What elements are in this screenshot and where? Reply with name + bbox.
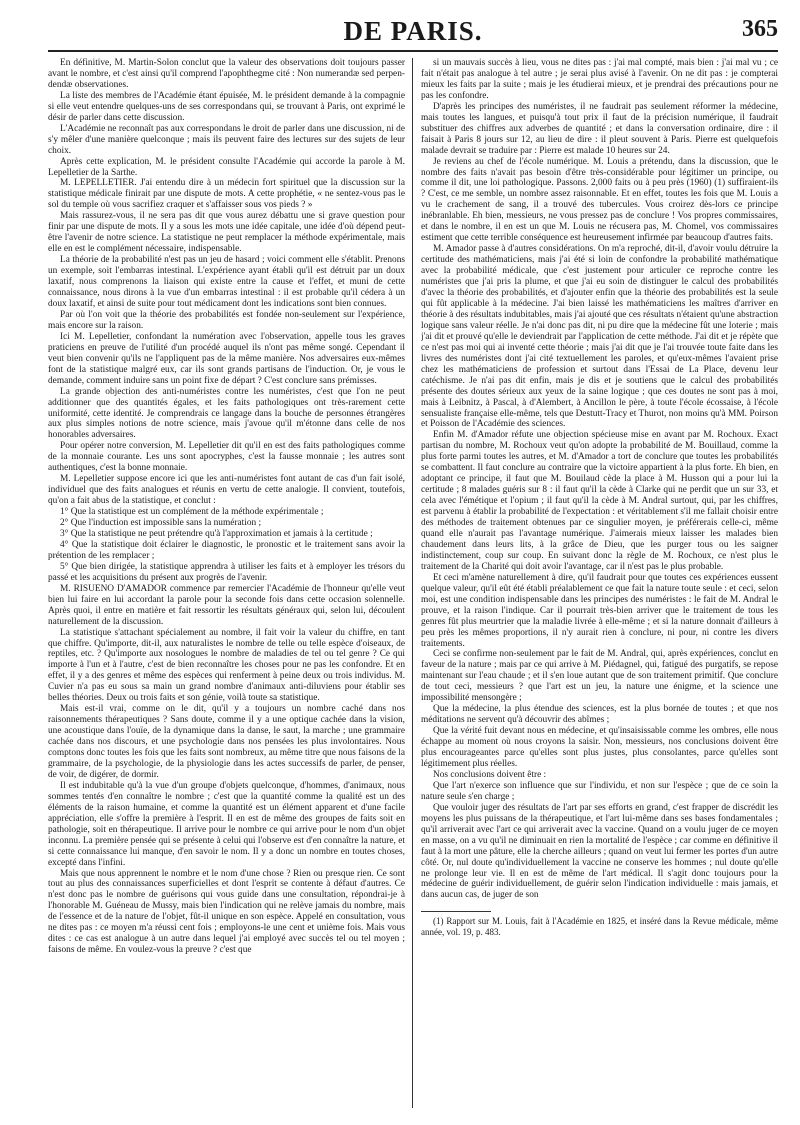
paragraph: Pour opérer notre conversion, M. Lepelletier dit qu'il en est des faits pathologiques comme de la monnaie courante. Les uns sont apocryphes, c'est la fausse monnaie ; les autres sont authentiques, c'est la bonne monnaie. — [48, 441, 405, 474]
paragraph: si un mauvais succès à lieu, vous ne dites pas : j'ai mal compté, mais bien : j'ai mal vu ; ce fait n'était pas analogue à tel autre ; je serai plus avisé à l'avenir. On ne dit pas : je compterai mieux les faits par la suite ; mais je les étudierai mieux, et je prendrai des précautions pour ne pas les confondre. — [421, 58, 778, 101]
page-number: 365 — [742, 16, 778, 42]
footnote-divider — [421, 911, 491, 912]
paragraph: En définitive, M. Martin-Solon conclut que la valeur des observations doit toujours passer avant le nombre, et c'est ainsi qu'il comprend l'apophthegme cité : Non numerandæ sed perpen-dendæ observationes. — [48, 58, 405, 90]
columns — [48, 58, 778, 1114]
paragraph: Que vouloir juger des résultats de l'art par ses efforts en grand, c'est frapper de discrédit les moyens les plus puissans de la thérapeutique, et l'art lui-même dans ses bases fondamentales ; qu'il arriverait avec l'art ce qui arriverait avec la vaccine. Quand on a voulu juger de ce moyen en masse, on a vu qu'il ne diminuait en rien la mortalité de l'espèce ; car comme en définitive il faut à la mort une pâture, elle la cherche ailleurs ; quand on veut lui fermer les portes d'un autre côté. Or, nul doute qu'individuellement la vaccine ne conserve les hommes ; nul doute qu'elle ne prolonge leur vie. Il en est de même de l'art médical. Il s'agit donc toujours pour la médecine de guérir individuellement, de guérir selon l'indication individuelle : mais jamais, et dans aucun cas, de juger de son — [421, 802, 778, 901]
left-column — [48, 58, 405, 1114]
paragraph: Ceci se confirme non-seulement par le fait de M. Andral, qui, après expériences, conclut en faveur de la nature ; mais par ce qui arrive à M. Piédagnel, qui, fatigué des purgatifs, se repose maintenant sur l'eau chaude ; et il s'en loue autant que de son traitement primitif. Que conclure de tout ceci, messieurs ? que l'art est un jeu, la nature une énigme, et la science une impossibilité mensongère ; — [421, 649, 778, 704]
paragraph: Nos conclusions doivent être : — [433, 769, 547, 780]
column-divider — [412, 58, 413, 1108]
newspaper-page — [48, 14, 778, 1114]
paragraph: Après cette explication, M. le président consulte l'Académie qui accorde la parole à M. Lepelletier de la Sarthe. — [48, 156, 405, 178]
paragraph: Mais rassurez-vous, il ne sera pas dit que vous aurez débattu une si grave question pour finir par une dispute de mots. Il y a sous les mots une idée capitale, une idée d'où dépend peut-être l'avenir de notre science. La statistique ne peut remplacer la méthode expérimentale, mais elle en est le complément nécessaire, indispensable. — [48, 211, 405, 255]
paragraph: L'Académie ne reconnaît pas aux correspondans le droit de parler dans une discussion, ni de s'y mêler d'une manière quelconque ; mais ils peuvent faire des lectures sur des sujets de leur choix. — [48, 123, 405, 156]
page-header — [48, 14, 778, 52]
paragraph: Il est indubitable qu'à la vue d'un groupe d'objets quelconque, d'hommes, d'animaux, nous sommes tentés d'en connaître le nombre ; c'est que la quantité comme la qualité est un des éléments de la raison humaine, et comme la quantité est un élément apparent et d'une facile appréciation, elle s'offre la première à l'esprit. Il en est de même des groupes de faits soit en pathologie, soit en thérapeutique. Il arrive pour le nombre ce qui arrive pour le nom d'un objet inconnu. La première pensée qui se présente à celui qui l'observe est d'en connaître la nature, et si cette connaissance lui manque, d'en savoir le nom. Il y a donc un nombre en toutes choses, excepté dans l'infini. — [48, 780, 405, 868]
paragraph: 4° Que la statistique doit éclairer le diagnostic, le pronostic et le traitement sans avoir la prétention de les remplacer ; — [48, 539, 405, 561]
paragraph: Et ceci m'amène naturellement à dire, qu'il faudrait pour que toutes ces expériences eussent quelque valeur, qu'il eût été établi préalablement ce que fait la nature toute seule : et ceci, selon moi, est une condition indispensable dans les principes des numéristes : le fait de M. Andral le prouve, et la raison l'indique. Car il pourrait très-bien arriver que le traitement de tous les genres fût plus meurtrier que la maladie livrée à elle-même ; et si la nature donnait d'ailleurs à peu près les mêmes proportions, il n'y aurait rien à conclure, ni pour, ni contre les divers traitements. — [421, 572, 778, 649]
paragraph: La liste des membres de l'Académie étant épuisée, M. le président demande à la compagnie si elle veut entendre quelques-uns de ses correspondans qui, se trouvant à Paris, ont exprimé le désir de parler dans cette discussion. — [48, 90, 405, 123]
footnote: (1) Rapport sur M. Louis, fait à l'Académie en 1825, et inséré dans la Revue médicale, même année, vol. 19, p. 483. — [421, 916, 778, 937]
paragraph: La grande objection des anti-numéristes contre les numéristes, c'est que l'on ne peut additionner que des quantités égales, et les faits pathologiques ont très-rarement cette uniformité, cette identité. Je comprendrais ce langage dans la bouche de personnes étrangères aux plus simples notions de notre science, mais j'avoue qu'il m'étonne dans celle de nos honorables adversaires. — [48, 386, 405, 441]
paragraph: 3° Que la statistique ne peut prétendre qu'à l'approximation et jamais à la certitude ; — [60, 528, 373, 539]
paragraph: Que la vérité fuit devant nous en médecine, et qu'insaisissable comme les ombres, elle nous échappe au moment où nous croyons la saisir. Non, messieurs, nos conclusions doivent être plus encourageantes parce qu'elles sont plus justes, plus consolantes, parce qu'elles sont légitimement plus réelles. — [421, 726, 778, 769]
paragraph: 2° Que l'induction est impossible sans la numération ; — [60, 518, 262, 529]
paragraph: M. Amador passe à d'autres considérations. On m'a reproché, dit-il, d'avoir voulu détruire la certitude des mathématiciens, mais j'ai été si loin de confondre la probabilité mathématique avec la probabilité médicale, que c'est justement pour articuler ce reproche contre les numéristes que j'ai pris la plume, et que j'ai eu soin de distinguer le calcul des probabilités d'avec la théorie des probabilités, et d'ajouter enfin que la théorie des probabilités est la seule qui fût applicable à la médecine. J'ai bien laissé les mathématiciens les maîtres d'arriver en théorie à des résultats indubitables, mais j'ai ajouté que ces résultats n'étaient qu'une abstraction logique sans valeur réelle. Je n'ai donc pas dit, ni pu dire que la médecine fût une loterie ; mais j'ai dit et prouvé qu'elle le deviendrait par l'application de cette méthode. J'ai dit et je répète que ce n'est pas moi qui ai inventé cette théorie ; mais j'ai dit que je l'ai trouvée toute faite dans les livres des numéristes dont j'ai cité textuellement les paroles, et qu'eux-mêmes l'avaient prise chez les mathématiciens de profession et surtout dans l'Essai de La Place, devenu leur catéchisme. Je n'ai pas dit enfin, mais je dis et je soutiens que le calcul des probabilités présente des doutes sérieux aux yeux de la saine logique ; que ces doutes ne sont pas à moi, mais à Leibnitz, à Pascal, à d'Alembert, à Ancillon le père, à toute l'école écossaise, à l'école sensualiste française elle-même, tels que Destutt-Tracy et Thurot, non moins qu'à MM. Poirson et Poisson de l'Académie des sciences. — [421, 244, 778, 430]
page-title: DE PARIS. — [343, 16, 483, 46]
paragraph: 5° Que bien dirigée, la statistique apprendra à utiliser les faits et à employer les trésors du passé et les acquisitions du présent aux progrès de l'avenir. — [48, 561, 405, 583]
paragraph: La statistique s'attachant spécialement au nombre, il fait voir la valeur du chiffre, en tant que chiffre. Qu'importe, dit-il, aux naturalistes le nombre de telle ou telle espèce d'oiseaux, de reptiles, etc. ? Qu'importe aux nosologues le nombre de maladies de tel ou tel genre ? Ce qui importe à l'un et à l'autre, c'est de bien reconnaître les choses pour ne pas les confondre. Et en effet, il y a des genres et même des espèces qui renferment à peine deux ou trois individus. M. Cuvier n'a pas eu sous sa main un grand nombre d'animaux anti-diluviens pour établir ses belles théories. Deux ou trois faits et son génie, voilà toute sa statistique. — [48, 627, 405, 704]
paragraph: Mais est-il vrai, comme on le dit, qu'il y a toujours un nombre caché dans nos raisonnements thérapeutiques ? Sans doute, comme il y a une optique cachée dans la vision, une acoustique dans l'ouïe, de la dynamique dans la danse, le saut, la marche ; une grammaire cachée dans nos discours, et une psychologie dans nos pensées les plus involontaires. Nous comptons donc toutes les fois que les faits sont nombreux, au même titre que nous faisons de la grammaire, de la psychologie, de la physiologie dans les actes successifs de parler, de penser, de voir, de digérer, de dormir. — [48, 704, 405, 780]
paragraph: Mais que nous apprennent le nombre et le nom d'une chose ? Rien ou presque rien. Ce sont tout au plus des connaissances superficielles et dont l'esprit se contente à défaut d'autres. Ce n'est donc pas le nombre de guérisons qui vous guide dans une consultation, répondrai-je à l'honorable M. Guéneau de Mussy, mais bien l'indication qui ne relève jamais du nombre, mais de l'essence et de la nature de l'objet, fût-il unique en son espèce. Appelé en consultation, vous ne dites pas : ce moyen m'a réussi cent fois ; employons-le une cent et unième fois. Mais vous dites : ce cas est analogue à un autre dans lequel j'ai employé avec succès tel ou tel moyen ; faisons de même. En voulez-vous la preuve ? c'est que — [48, 868, 405, 956]
paragraph: Que la médecine, la plus étendue des sciences, est la plus bornée de toutes ; et que nos méditations ne servent qu'à découvrir des abîmes ; — [421, 704, 778, 726]
paragraph: M. Lepelletier suppose encore ici que les anti-numéristes font autant de cas d'un fait isolé, individuel que des faits analogues et réunis en vertu de cette analogie. Il convient, toutefois, qu'on a fait abus de la statistique, et conclut : — [48, 474, 405, 507]
paragraph: Enfin M. d'Amador réfute une objection spécieuse mise en avant par M. Rochoux. Exact partisan du nombre, M. Rochoux veut qu'on adopte la probabilité de M. Bouillaud, comme la plus forte parmi toutes les autres, et M. d'Amador a tort de conclure que toutes les probabilités se combattent. Il faut conclure au contraire que la victoire appartient à la plus forte. Eh bien, en adoptant ce principe, il faut que M. Bouilaud cède la place à M. Husson qui a pour lui la certitude ; 8 malades guéris sur 8 : il faut qu'il la cède à Clarke qui ne perdit que un sur 33, et cela avec l'émétique et l'opium ; il faut qu'il la cède à M. Andral surtout, qui, par les chiffres, est parvenu à établir la probabilité de l'expectation : et véritablement s'il me fallait choisir entre des méthodes de traitement obtenues par ce singulier moyen, je préférerais celle-ci, même quand elle n'aurait pas l'avantage numérique. J'aimerais mieux laisser les malades bien chaudement dans leurs lits, à la grâce de Dieu, que les purger tous ou les saigner indistinctement, coup sur coup. En suivant donc la règle de M. Rochoux, ce n'est plus le traitement de la Charité qui doit avoir l'avantage, car il n'est pas le plus probable. — [421, 430, 778, 572]
paragraph: 1° Que la statistique est un complément de la méthode expérimentale ; — [60, 507, 324, 518]
paragraph: Par où l'on voit que la théorie des probabilités est fondée non-seulement sur l'expérience, mais encore sur la raison. — [48, 309, 405, 331]
paragraph: Ici M. Lepelletier, confondant la numération avec l'observation, appelle tous les graves praticiens en preuve de l'utilité d'un procédé auquel ils n'ont pas même songé. Cependant il veut bien convenir qu'ils ne l'appliquent pas de la même manière. Nos adversaires eux-mêmes font de la statistique malgré eux, car ils sont grands partisans de l'induction. Or, je vous le demande, comment induire sans un point fixe de départ ? C'est conclure sans prémisses. — [48, 331, 405, 386]
right-column — [421, 58, 778, 1114]
paragraph: Je reviens au chef de l'école numérique. M. Louis a prétendu, dans la discussion, que le nombre des faits n'avait pas besoin d'être très-considérable pour légitimer un principe, ou comme il dit, une loi pathologique. Passons. 2,000 faits ou à peu près (1960) (1) suffiraient-ils ? C'est, ce me semble, un nombre assez raisonnable. Et en effet, toutes les fois que M. Louis a vu le crachement de sang, il a trouvé des tubercules. Vous croirez dès-lors ce principe inébranlable. Eh bien, messieurs, ne vous pressez pas de conclure ! Vos propres commissaires, et dans le nombre, il en est un que M. Louis ne récusera pas, M. Chomel, vos commissaires estiment que cette terrible conséquence est heureusement infirmée par beaucoup d'autres faits. — [421, 156, 778, 244]
paragraph: M. RISUENO D'AMADOR commence par remercier l'Académie de l'honneur qu'elle veut bien lui faire en lui accordant la parole pour la seconde fois dans cette occasion solennelle. Après quoi, il entre en matière et fait ressortir les résultats généraux qui, selon lui, découlent naturellement de la discussion. — [48, 583, 405, 627]
paragraph: M. LEPELLETIER. J'ai entendu dire à un médecin fort spirituel que la discussion sur la statistique médicale finirait par une dispute de mots. A cette prophétie, « ne sentez-vous pas le sol du temple où vous sacrifiez craquer et s'affaisser sous vos pieds ? » — [48, 178, 405, 211]
paragraph: La théorie de la probabilité n'est pas un jeu de hasard ; voici comment elle s'établit. Prenons un exemple, soit l'embarras intestinal. L'expérience ayant établi qu'il est détruit par un doux laxatif, nous comprenons la liaison qui existe entre la cause et l'effet, et muni de cette connaissance, nous dirons à la vue d'un embarras intestinal : il est probable qu'il cédera à un doux laxatif, et ainsi de suite pour tout médicament dont les indications sont bien connues. — [48, 255, 405, 309]
paragraph: Que l'art n'exerce son influence que sur l'individu, et non sur l'espèce ; que de ce soin la nature seule s'en charge ; — [421, 780, 778, 802]
paragraph: D'après les principes des numéristes, il ne faudrait pas seulement réformer la médecine, mais toutes les langues, et puisqu'à tout prix il faut de la précision numérique, il faudrait substituer des chiffres aux adverbes de quantité ; et dans la conversation ordinaire, dire : il faisait à Paris 8 jours sur 12, au lieu de dire : il pleut souvent à Paris. Pierre est quelquefois malade devrait se traduire par : Pierre est malade 10 heures sur 24. — [421, 101, 778, 156]
